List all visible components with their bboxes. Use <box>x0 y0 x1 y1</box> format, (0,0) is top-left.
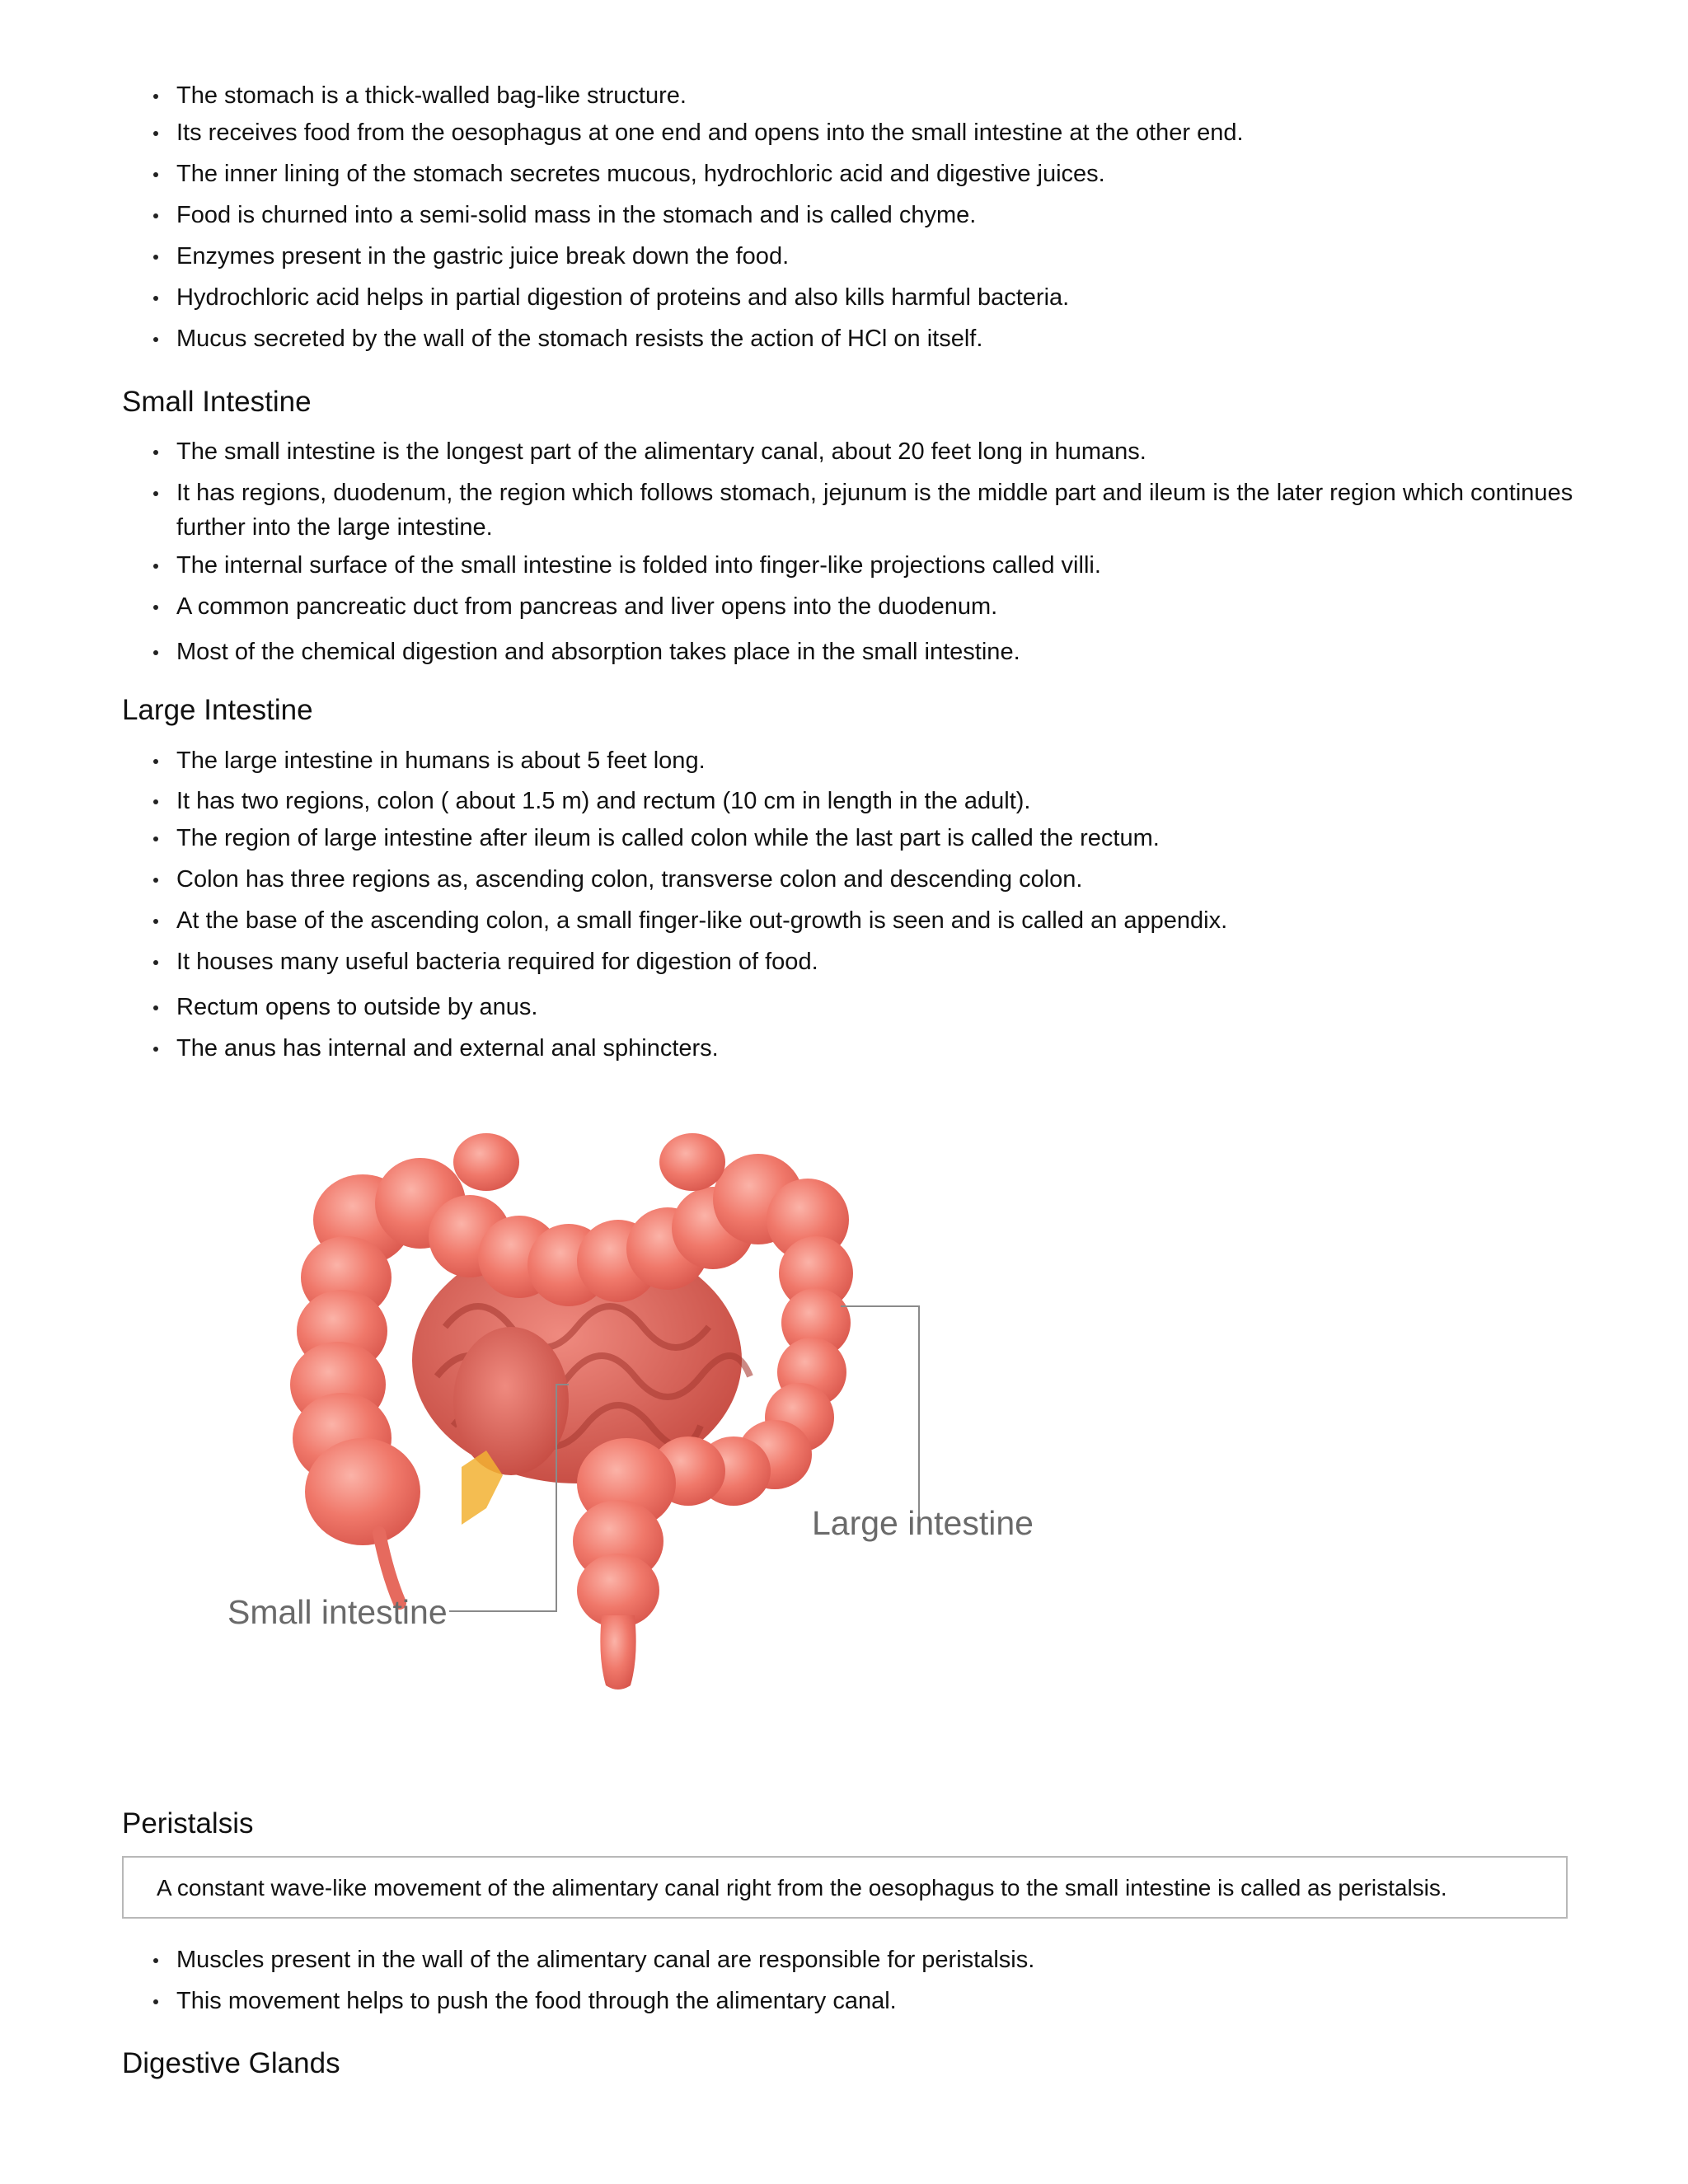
list-item: Rectum opens to outside by anus. <box>176 990 1578 1024</box>
definition-text: A constant wave-like movement of the alimentary canal right from the oesophagus to the small intestine is called as peristalsis. <box>157 1875 1447 1900</box>
list-item: Mucus secreted by the wall of the stomach resists the action of HCl on itself. <box>176 321 1578 356</box>
list-item: Hydrochloric acid helps in partial digestion of proteins and also kills harmful bacteria. <box>176 280 1578 315</box>
list-item: Muscles present in the wall of the alimentary canal are responsible for peristalsis. <box>176 1943 1578 1977</box>
list-item: The small intestine is the longest part of the alimentary canal, about 20 feet long in humans. <box>176 434 1578 469</box>
small-intestine-label: Small intestine <box>227 1593 448 1631</box>
rectum <box>573 1438 676 1690</box>
list-item: It has regions, duodenum, the region which follows stomach, jejunum is the middle part and ileum is the later region which continues further into the large intestine. <box>176 476 1578 545</box>
section-heading-peristalsis: Peristalsis <box>122 1807 254 1840</box>
list-item: Colon has three regions as, ascending colon, transverse colon and descending colon. <box>176 862 1578 897</box>
list-item: A common pancreatic duct from pancreas and liver opens into the duodenum. <box>176 589 1578 624</box>
list-item: Food is churned into a semi-solid mass in the stomach and is called chyme. <box>176 198 1578 232</box>
list-item: Its receives food from the oesophagus at one end and opens into the small intestine at the other end. <box>176 115 1578 150</box>
section-heading-large-intestine: Large Intestine <box>122 694 313 726</box>
list-item: Enzymes present in the gastric juice break down the food. <box>176 239 1578 274</box>
large-intestine-leader-line <box>841 1306 919 1521</box>
list-item: At the base of the ascending colon, a small finger-like out-growth is seen and is called an appendix. <box>176 903 1578 938</box>
list-item: It has two regions, colon ( about 1.5 m) and rectum (10 cm in length in the adult). <box>176 784 1578 818</box>
list-item: The inner lining of the stomach secretes mucous, hydrochloric acid and digestive juices. <box>176 157 1578 191</box>
transverse-colon <box>375 1133 804 1306</box>
list-item: The large intestine in humans is about 5 feet long. <box>176 743 1578 778</box>
list-item: It houses many useful bacteria required for digestion of food. <box>176 944 1578 979</box>
section-heading-digestive-glands: Digestive Glands <box>122 2047 340 2079</box>
list-item: Most of the chemical digestion and absorption takes place in the small intestine. <box>176 635 1578 669</box>
list-item: The anus has internal and external anal sphincters. <box>176 1031 1578 1066</box>
list-item: The stomach is a thick-walled bag-like structure. <box>176 78 1578 113</box>
list-item: This movement helps to push the food through the alimentary canal. <box>176 1984 1578 2018</box>
large-intestine-label: Large intestine <box>812 1504 1034 1542</box>
section-heading-small-intestine: Small Intestine <box>122 386 312 418</box>
intestine-illustration <box>214 1113 1071 1698</box>
definition-box <box>122 1856 1568 1919</box>
list-item: The internal surface of the small intestine is folded into finger-like projections called villi. <box>176 548 1578 583</box>
list-item: The region of large intestine after ileum is called colon while the last part is called the rectum. <box>176 821 1578 855</box>
